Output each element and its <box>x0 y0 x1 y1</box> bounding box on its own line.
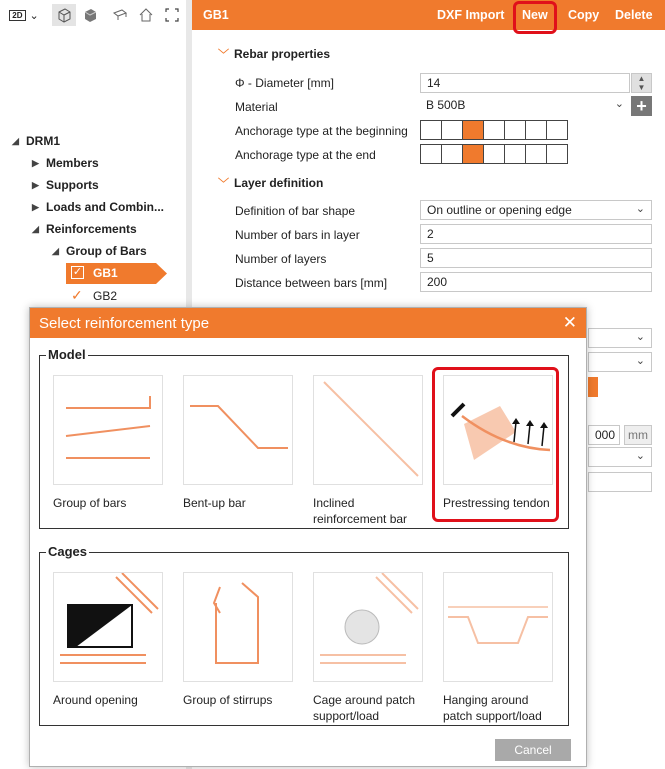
view-mode-dropdown[interactable] <box>6 4 42 26</box>
anchor-bend-icon[interactable] <box>441 144 463 164</box>
cages-group <box>39 544 569 726</box>
layers-value: 5 <box>427 251 434 265</box>
chevron-down-icon: ﹀ <box>218 49 229 61</box>
cancel-button[interactable]: Cancel <box>495 739 571 761</box>
new-button[interactable]: New <box>522 8 548 22</box>
group-of-bars-icon <box>54 376 162 484</box>
anchor-hook-icon[interactable] <box>462 144 484 164</box>
tree-item-group-of-bars[interactable] <box>52 241 147 261</box>
hidden-value: 000 <box>595 428 616 442</box>
tree-item-loads[interactable] <box>32 197 164 217</box>
group-of-stirrups-icon <box>184 573 292 681</box>
tree-item-gb2[interactable] <box>66 286 166 306</box>
dialog-title: Select reinforcement type <box>39 315 210 332</box>
anchor-plate-icon[interactable] <box>525 120 547 140</box>
tree-root[interactable] <box>12 131 60 151</box>
material-select[interactable] <box>420 96 630 116</box>
tree-item-label: GB2 <box>93 289 118 303</box>
layers-label: Number of layers <box>235 252 327 266</box>
diameter-label: Φ - Diameter [mm] <box>235 76 334 90</box>
expand-icon: ▶ <box>32 157 39 168</box>
bent-up-bar-label: Bent-up bar <box>183 496 246 510</box>
section-view-icon[interactable] <box>108 4 132 26</box>
distance-field[interactable] <box>420 272 652 292</box>
chevron-down-icon: ⌄ <box>614 98 624 110</box>
checkbox-checked-icon[interactable]: ✓ <box>71 287 83 303</box>
tree-item-members[interactable] <box>32 153 99 173</box>
new-highlight <box>513 1 557 34</box>
model-group-title: Model <box>48 347 86 362</box>
hidden-button[interactable] <box>588 377 598 397</box>
hanging-around-patch-icon <box>444 573 552 681</box>
anchorage-begin-label: Anchorage type at the beginning <box>235 124 408 138</box>
anchor-straight-icon[interactable] <box>420 120 442 140</box>
tree-item-reinforcements[interactable] <box>32 219 137 239</box>
3d-wire-view-icon[interactable] <box>52 4 76 26</box>
group-of-bars-card[interactable] <box>53 375 163 485</box>
group-of-stirrups-label: Group of stirrups <box>183 693 273 707</box>
cage-around-patch-card[interactable] <box>313 572 423 682</box>
bar-shape-value: On outline or opening edge <box>427 203 572 217</box>
chevron-down-icon: ⌄ <box>635 355 645 367</box>
close-icon[interactable]: ✕ <box>562 313 577 332</box>
cage-around-patch-label: Cage around patch support/load <box>313 693 416 723</box>
anchor-weld-icon[interactable] <box>504 120 526 140</box>
tree-item-label: Loads and Combin... <box>46 200 165 214</box>
material-label: Material <box>235 100 278 114</box>
tree-item-label: Group of Bars <box>66 244 147 258</box>
topbar-title: GB1 <box>203 8 229 22</box>
checkbox-checked-icon[interactable]: ✓ <box>72 266 83 278</box>
view-mode-label: 2D <box>9 10 25 21</box>
bent-up-bar-icon <box>184 376 292 484</box>
bars-in-layer-field[interactable] <box>420 224 652 244</box>
home-icon[interactable] <box>134 4 158 26</box>
anchor-straight-icon[interactable] <box>420 144 442 164</box>
tree-item-supports[interactable] <box>32 175 99 195</box>
diameter-field[interactable] <box>420 73 630 93</box>
spinner-icon[interactable]: ▲ ▼ <box>631 73 652 93</box>
hidden-value-field[interactable] <box>588 425 620 445</box>
cage-around-patch-icon <box>314 573 422 681</box>
prestressing-tendon-label: Prestressing tendon <box>443 496 550 510</box>
tree-item-label: Members <box>46 156 99 170</box>
expand-icon: ▶ <box>32 201 39 212</box>
expand-icon: ▶ <box>32 179 39 190</box>
section-title: Rebar properties <box>234 47 331 61</box>
layers-field[interactable] <box>420 248 652 268</box>
inclined-bar-card[interactable] <box>313 375 423 485</box>
distance-value: 200 <box>427 275 448 289</box>
bars-in-layer-label: Number of bars in layer <box>235 228 360 242</box>
topbar <box>192 0 665 30</box>
prestressing-tendon-highlight <box>432 367 559 522</box>
chevron-down-icon: ⌄ <box>29 9 39 22</box>
anchorage-end-label: Anchorage type at the end <box>235 148 376 162</box>
hidden-select-3[interactable] <box>588 447 652 467</box>
section-title: Layer definition <box>234 176 324 190</box>
collapse-icon: ◢ <box>52 245 59 256</box>
select-reinforcement-dialog <box>29 307 587 767</box>
distance-label: Distance between bars [mm] <box>235 276 388 290</box>
unit-label <box>624 425 652 445</box>
dialog-title-bar <box>30 308 586 338</box>
copy-button[interactable]: Copy <box>568 8 600 22</box>
group-of-bars-label: Group of bars <box>53 496 127 510</box>
anchor-loop-icon[interactable] <box>483 120 505 140</box>
chevron-down-icon: ﹀ <box>218 178 229 190</box>
anchor-plate-icon[interactable] <box>525 144 547 164</box>
bent-up-bar-card[interactable] <box>183 375 293 485</box>
tree-item-label: GB1 <box>93 266 118 280</box>
collapse-icon: ◢ <box>32 223 39 234</box>
anchorage-begin-selector[interactable] <box>420 120 567 140</box>
bar-shape-select[interactable] <box>420 200 652 220</box>
chevron-down-icon: ⌄ <box>635 331 645 343</box>
anchor-coupler-icon[interactable] <box>546 144 568 164</box>
hidden-select-2[interactable] <box>588 352 652 372</box>
dxf-import-button[interactable]: DXF Import <box>437 8 505 22</box>
unit-text: mm <box>628 428 648 442</box>
tree-item-label: Reinforcements <box>46 222 137 236</box>
anchor-loop-icon[interactable] <box>483 144 505 164</box>
delete-button[interactable]: Delete <box>615 8 653 22</box>
hidden-field-4[interactable] <box>588 472 652 492</box>
anchor-weld-icon[interactable] <box>504 144 526 164</box>
cages-group-title: Cages <box>48 544 88 559</box>
anchor-coupler-icon[interactable] <box>546 120 568 140</box>
inclined-bar-label: Inclined reinforcement bar <box>313 496 408 526</box>
chevron-down-icon: ⌄ <box>635 203 645 215</box>
hidden-select-1[interactable] <box>588 328 652 348</box>
around-opening-icon <box>54 573 162 681</box>
fit-view-icon[interactable] <box>160 4 184 26</box>
collapse-icon: ◢ <box>12 135 19 146</box>
layer-section-header[interactable] <box>218 175 323 191</box>
bar-shape-label: Definition of bar shape <box>235 204 356 218</box>
anchor-bend-icon[interactable] <box>441 120 463 140</box>
anchor-hook-icon[interactable] <box>462 120 484 140</box>
bars-in-layer-value: 2 <box>427 227 434 241</box>
around-opening-label: Around opening <box>53 693 138 707</box>
add-material-icon[interactable]: + <box>631 96 652 116</box>
tree-item-label: Supports <box>46 178 99 192</box>
hanging-around-patch-card[interactable] <box>443 572 553 682</box>
around-opening-card[interactable] <box>53 572 163 682</box>
diameter-value: 14 <box>427 76 441 90</box>
tree-root-label: DRM1 <box>26 134 61 148</box>
3d-solid-view-icon[interactable] <box>78 4 102 26</box>
inclined-bar-icon <box>314 376 422 484</box>
anchorage-end-selector[interactable] <box>420 144 567 164</box>
hanging-around-patch-label: Hanging around patch support/load <box>443 693 542 723</box>
chevron-down-icon: ⌄ <box>635 450 645 462</box>
material-value: B 500B <box>426 98 466 112</box>
rebar-section-header[interactable] <box>218 46 330 62</box>
tree-item-gb1[interactable] <box>66 263 168 284</box>
group-of-stirrups-card[interactable] <box>183 572 293 682</box>
